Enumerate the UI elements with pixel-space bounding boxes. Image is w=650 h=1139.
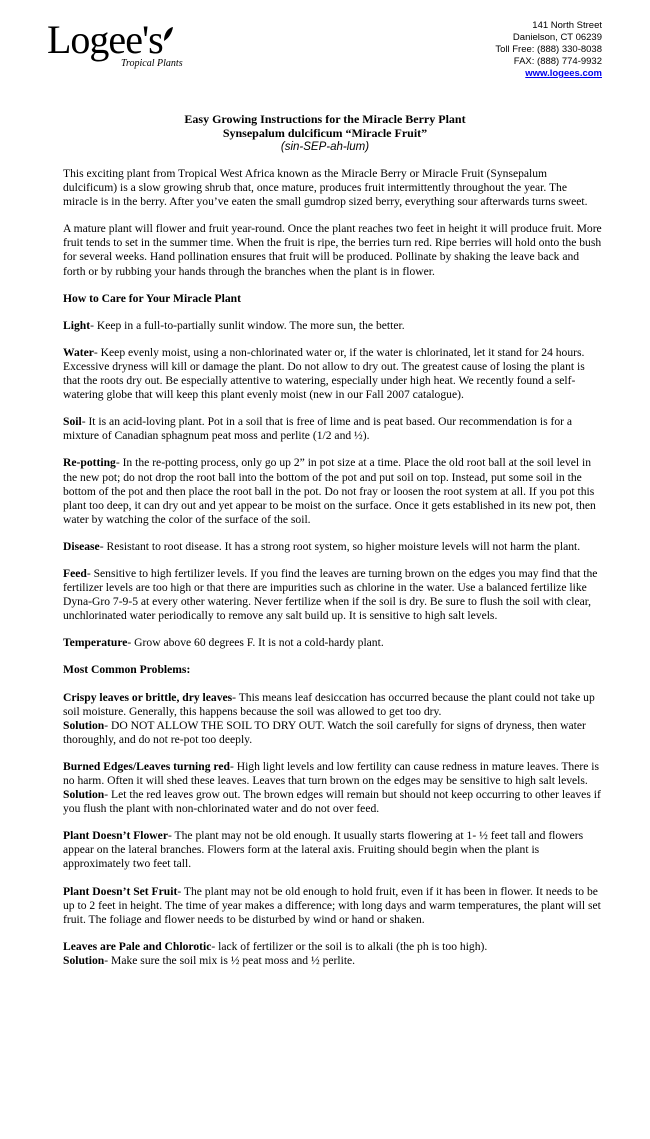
care-text: - Keep evenly moist, using a non-chlorinated water or, if the water is chlorinated, let it stand for 24 hours. Excessive dryness will kill or damage the plant. Do not allow to dry out. The greatest cause of losing the plant is that the roots dry out. Be especially attentive to watering, especially under high heat. We recently found a self-watering globe that will keep this plant evenly moist (new in our Fall 2007 catalogue). <box>63 345 585 402</box>
care-label: Water <box>63 345 94 359</box>
intro-paragraph-2: A mature plant will flower and fruit year-round. Once the plant reaches two feet in height it will produce fruit. More fruit tends to set in the summer time. When the fruit is ripe, the berries turn red. Ripe berries will hold onto the bush for several weeks. Hand pollination ensures that fruit will be produced. Pollinate by shaking the leave back and forth or by rubbing your hands through the branches when the plant is in flower. <box>63 222 602 278</box>
document-title <box>0 112 650 154</box>
problem-text: - lack of fertilizer or the soil is to alkali (the ph is too high). <box>211 939 488 953</box>
address-fax: FAX: (888) 774-9932 <box>513 56 602 67</box>
solution-text: - DO NOT ALLOW THE SOIL TO DRY OUT. Watch the soil carefully for signs of dryness, then water thoroughly, and do not re-pot too deeply. <box>63 718 586 746</box>
solution-label: Solution <box>63 788 105 802</box>
intro-paragraph-1: This exciting plant from Tropical West Africa known as the Miracle Berry or Miracle Fruit (Synsepalum dulcificum) is a slow growing shrub that, once mature, produces fruit intermittently throughout the year. The miracle is in the berry. After you’ve eaten the small gumdrop sized berry, everything sour afterwards turns sweet. <box>63 167 588 209</box>
logo-wordmark: Logee's <box>47 17 163 62</box>
problem-pale-leaves <box>63 940 603 968</box>
problem-label: Leaves are Pale and Chlorotic <box>63 939 212 953</box>
care-text: - In the re-potting process, only go up 2” in pot size at a time. Place the old root ball at the soil level in the new pot; do not drop the root ball into the bottom of the pot and put soil on top. Instead, put some soil in the bottom of the pot and then place the root ball in the pot. Do not fray or loosen the root system at all. If you pot this plant too deep, it can dry out and yet appear to be moist on the surface. Once it gets established in its new pot, then water by watching the color of the surface of the soil. <box>63 456 596 526</box>
problem-label: Crispy leaves or brittle, dry leaves <box>63 690 233 704</box>
care-temperature <box>63 636 603 650</box>
problem-text: - The plant may not be old enough to hold fruit, even if it has been in flower. It needs to be up to 2 feet in height. The time of year makes a difference; with long days and warm temperatures, the plant will set fruit. The foliage and flower needs to be disturbed by wind or hand or shaken. <box>63 884 601 926</box>
logees-logo <box>47 17 187 75</box>
title-line-2: Synsepalum dulcificum “Miracle Fruit” <box>222 126 428 140</box>
problem-burned-edges <box>63 760 603 816</box>
care-water <box>63 346 603 402</box>
document-body <box>63 167 603 981</box>
care-label: Temperature <box>63 636 128 650</box>
solution-text: - Let the red leaves grow out. The brown edges will remain but should not keep occurring to other leaves if you flush the plant with non-chlorinated water and do not over feed. <box>63 788 601 816</box>
problem-label: Burned Edges/Leaves turning red <box>63 759 230 773</box>
company-address <box>495 20 602 80</box>
care-text: - Sensitive to high fertilizer levels. If you find the leaves are turning brown on the edges you may find that the fertilizer levels are too high or that there are impurities such as chlorine in the water. Use a balanced fertilize like Dyna-Gro 7-9-5 at every other watering. Never fertilize when if the soil is dry. Be sure to flush the soil with clear, unchlorinated water periodically to remove any salt build up. It is sensitive to high salt levels. <box>63 566 598 623</box>
problem-text: - The plant may not be old enough. It usually starts flowering at 1- ½ feet tall and flowers appear on the lateral branches. Flowers form at the lateral axis. Fruiting should begin when the plant is approximately two feet tall. <box>63 829 584 871</box>
care-text: - It is an acid-loving plant. Pot in a soil that is free of lime and is peat based. Our recommendation is for a mixture of Canadian sphagnum peat moss and perlite (1/2 and ½). <box>63 415 573 443</box>
care-label: Re-potting <box>63 456 116 470</box>
care-text: - Keep in a full-to-partially sunlit window. The more sun, the better. <box>90 318 405 332</box>
address-street: 141 North Street <box>532 20 602 31</box>
solution-text: - Make sure the soil mix is ½ peat moss and ½ perlite. <box>104 953 356 967</box>
leaf-icon <box>162 26 174 42</box>
care-disease <box>63 540 603 554</box>
title-line-1: Easy Growing Instructions for the Miracle Berry Plant <box>184 112 466 126</box>
care-label: Disease <box>63 539 100 553</box>
care-label: Feed <box>63 566 87 580</box>
care-text: - Resistant to root disease. It has a strong root system, so higher moisture levels will not harm the plant. <box>99 539 581 553</box>
problem-text: - High light levels and low fertility can cause redness in mature leaves. There is no harm. Often it will shed these leaves. Leaves that turn brown on the edges may be sensitive to high salt levels. <box>63 759 600 787</box>
care-repotting <box>63 456 603 526</box>
problem-no-flower <box>63 829 603 871</box>
problem-label: Plant Doesn’t Set Fruit <box>63 884 178 898</box>
solution-label: Solution <box>63 718 105 732</box>
problems-heading: Most Common Problems: <box>63 663 191 677</box>
care-soil <box>63 415 603 443</box>
care-light <box>63 319 603 333</box>
address-tollfree: Toll Free: (888) 330-8038 <box>495 44 602 55</box>
care-feed <box>63 567 603 623</box>
logo-tagline: Tropical Plants <box>121 58 183 69</box>
care-text: - Grow above 60 degrees F. It is not a cold-hardy plant. <box>127 636 384 650</box>
solution-label: Solution <box>63 953 105 967</box>
problem-crispy-leaves <box>63 691 603 747</box>
problem-no-fruit <box>63 885 603 927</box>
pronunciation: (sin-SEP-ah-lum) <box>280 141 370 153</box>
problem-label: Plant Doesn’t Flower <box>63 829 168 843</box>
problem-text: - This means leaf desiccation has occurred because the plant could not take up soil moisture. Generally, this happens because the soil was allowed to get too dry. <box>63 690 595 718</box>
website-link[interactable]: www.logees.com <box>525 68 602 79</box>
address-city: Danielson, CT 06239 <box>512 32 602 43</box>
care-label: Soil <box>63 415 82 429</box>
care-heading: How to Care for Your Miracle Plant <box>63 291 241 305</box>
care-label: Light <box>63 318 91 332</box>
